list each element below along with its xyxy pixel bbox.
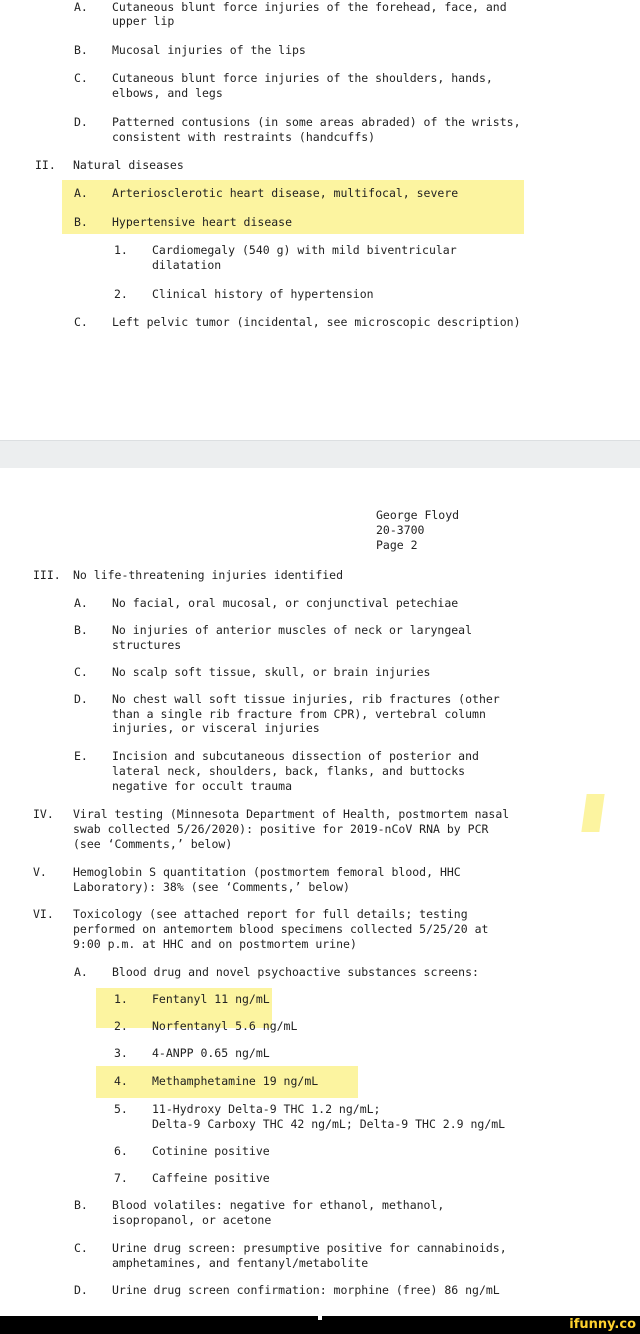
item-text: amphetamines, and fentanyl/metabolite [112,1256,369,1270]
section-text: Hemoglobin S quantitation (postmortem femoral blood, HHC [73,865,461,879]
section-marker: II. [35,158,56,172]
section-marker: VI. [33,907,54,921]
subitem-marker: 2. [114,1019,128,1033]
subitem-text: 4-ANPP 0.65 ng/mL [152,1046,270,1060]
scroll-indicator [318,1316,322,1320]
item-text: than a single rib fracture from CPR), vertebral column [112,707,486,721]
subitem-marker: 6. [114,1144,128,1158]
item-text: No scalp soft tissue, skull, or brain injuries [112,665,431,679]
subitem-marker: 1. [114,243,128,257]
section-marker: III. [33,568,61,582]
section-text: (see ‘Comments,’ below) [73,837,233,851]
item-text: Incision and subcutaneous dissection of posterior and [112,749,479,763]
section-text: Toxicology (see attached report for full details; testing [73,907,468,921]
item-text: No injuries of anterior muscles of neck or laryngeal [112,623,473,637]
item-marker: C. [74,1241,88,1255]
item-marker: D. [74,115,88,129]
item-text: consistent with restraints (handcuffs) [112,130,376,144]
item-text: lateral neck, shoulders, back, flanks, and buttocks [112,764,466,778]
document-page-2 [0,468,640,1316]
subitem-text: Clinical history of hypertension [152,287,374,301]
item-marker: B. [74,1198,88,1212]
item-text: Cutaneous blunt force injuries of the shoulders, hands, [112,71,493,85]
item-text: elbows, and legs [112,86,223,100]
watermark-logo: ifunny.co [569,1317,636,1332]
item-text: Mucosal injuries of the lips [112,43,306,57]
item-text: Urine drug screen: presumptive positive for cannabinoids, [112,1241,507,1255]
item-marker: A. [74,0,88,14]
item-marker: B. [74,215,88,229]
page-separator [0,440,640,470]
item-text: Cutaneous blunt force injuries of the forehead, face, and [112,0,507,14]
subitem-text: 11-Hydroxy Delta-9 THC 1.2 ng/mL; [152,1102,381,1116]
subitem-text: dilatation [152,258,222,272]
page-number: Page 2 [376,538,418,552]
item-text: Blood drug and novel psychoactive substances screens: [112,965,479,979]
section-heading: No life-threatening injuries identified [73,568,344,582]
subitem-text: Norfentanyl 5.6 ng/mL [152,1019,298,1033]
item-marker: E. [74,749,88,763]
item-marker: A. [74,186,88,200]
item-text: Arteriosclerotic heart disease, multifocal, severe [112,186,459,200]
item-text: Left pelvic tumor (incidental, see microscopic description) [112,315,521,329]
section-marker: V. [33,865,47,879]
subitem-marker: 5. [114,1102,128,1116]
item-text: Patterned contusions (in some areas abraded) of the wrists, [112,115,521,129]
subitem-text: Caffeine positive [152,1171,270,1185]
item-text: structures [112,638,182,652]
subitem-text: Fentanyl 11 ng/mL [152,992,270,1006]
subitem-text: Delta-9 Carboxy THC 42 ng/mL; Delta-9 THC 2.9 ng/mL [152,1117,506,1131]
item-marker: C. [74,315,88,329]
document-page-1 [0,0,640,440]
item-marker: B. [74,623,88,637]
subitem-text: Cotinine positive [152,1144,270,1158]
section-text: swab collected 5/26/2020): positive for 2019-nCoV RNA by PCR [73,822,489,836]
item-marker: A. [74,596,88,610]
section-heading: Natural diseases [73,158,184,172]
item-marker: B. [74,43,88,57]
watermark-bar [0,1316,640,1334]
item-marker: C. [74,665,88,679]
item-text: isopropanol, or acetone [112,1213,272,1227]
item-marker: D. [74,1283,88,1297]
section-text: performed on antemortem blood specimens collected 5/25/20 at [73,922,489,936]
item-marker: C. [74,71,88,85]
item-text: No chest wall soft tissue injuries, rib fractures (other [112,692,500,706]
subitem-text: Cardiomegaly (540 g) with mild biventricular [152,243,457,257]
subitem-marker: 1. [114,992,128,1006]
section-text: Viral testing (Minnesota Department of Health, postmortem nasal [73,807,510,821]
section-text: Laboratory): 38% (see ‘Comments,’ below) [73,880,350,894]
subitem-marker: 3. [114,1046,128,1060]
case-number: 20-3700 [376,523,425,537]
item-marker: A. [74,965,88,979]
subitem-marker: 2. [114,287,128,301]
item-text: No facial, oral mucosal, or conjunctival petechiae [112,596,459,610]
subitem-marker: 4. [114,1074,128,1088]
subitem-text: Methamphetamine 19 ng/mL [152,1074,319,1088]
item-text: Urine drug screen confirmation: morphine (free) 86 ng/mL [112,1283,500,1297]
header-name: George Floyd [376,508,460,522]
item-text: injuries, or visceral injuries [112,721,320,735]
item-text: negative for occult trauma [112,779,293,793]
item-text: Hypertensive heart disease [112,215,293,229]
subitem-marker: 7. [114,1171,128,1185]
highlight-mark [581,794,604,832]
item-text: upper lip [112,14,175,28]
item-marker: D. [74,692,88,706]
section-marker: IV. [33,807,54,821]
section-text: 9:00 p.m. at HHC and on postmortem urine) [73,937,357,951]
item-text: Blood volatiles: negative for ethanol, methanol, [112,1198,445,1212]
